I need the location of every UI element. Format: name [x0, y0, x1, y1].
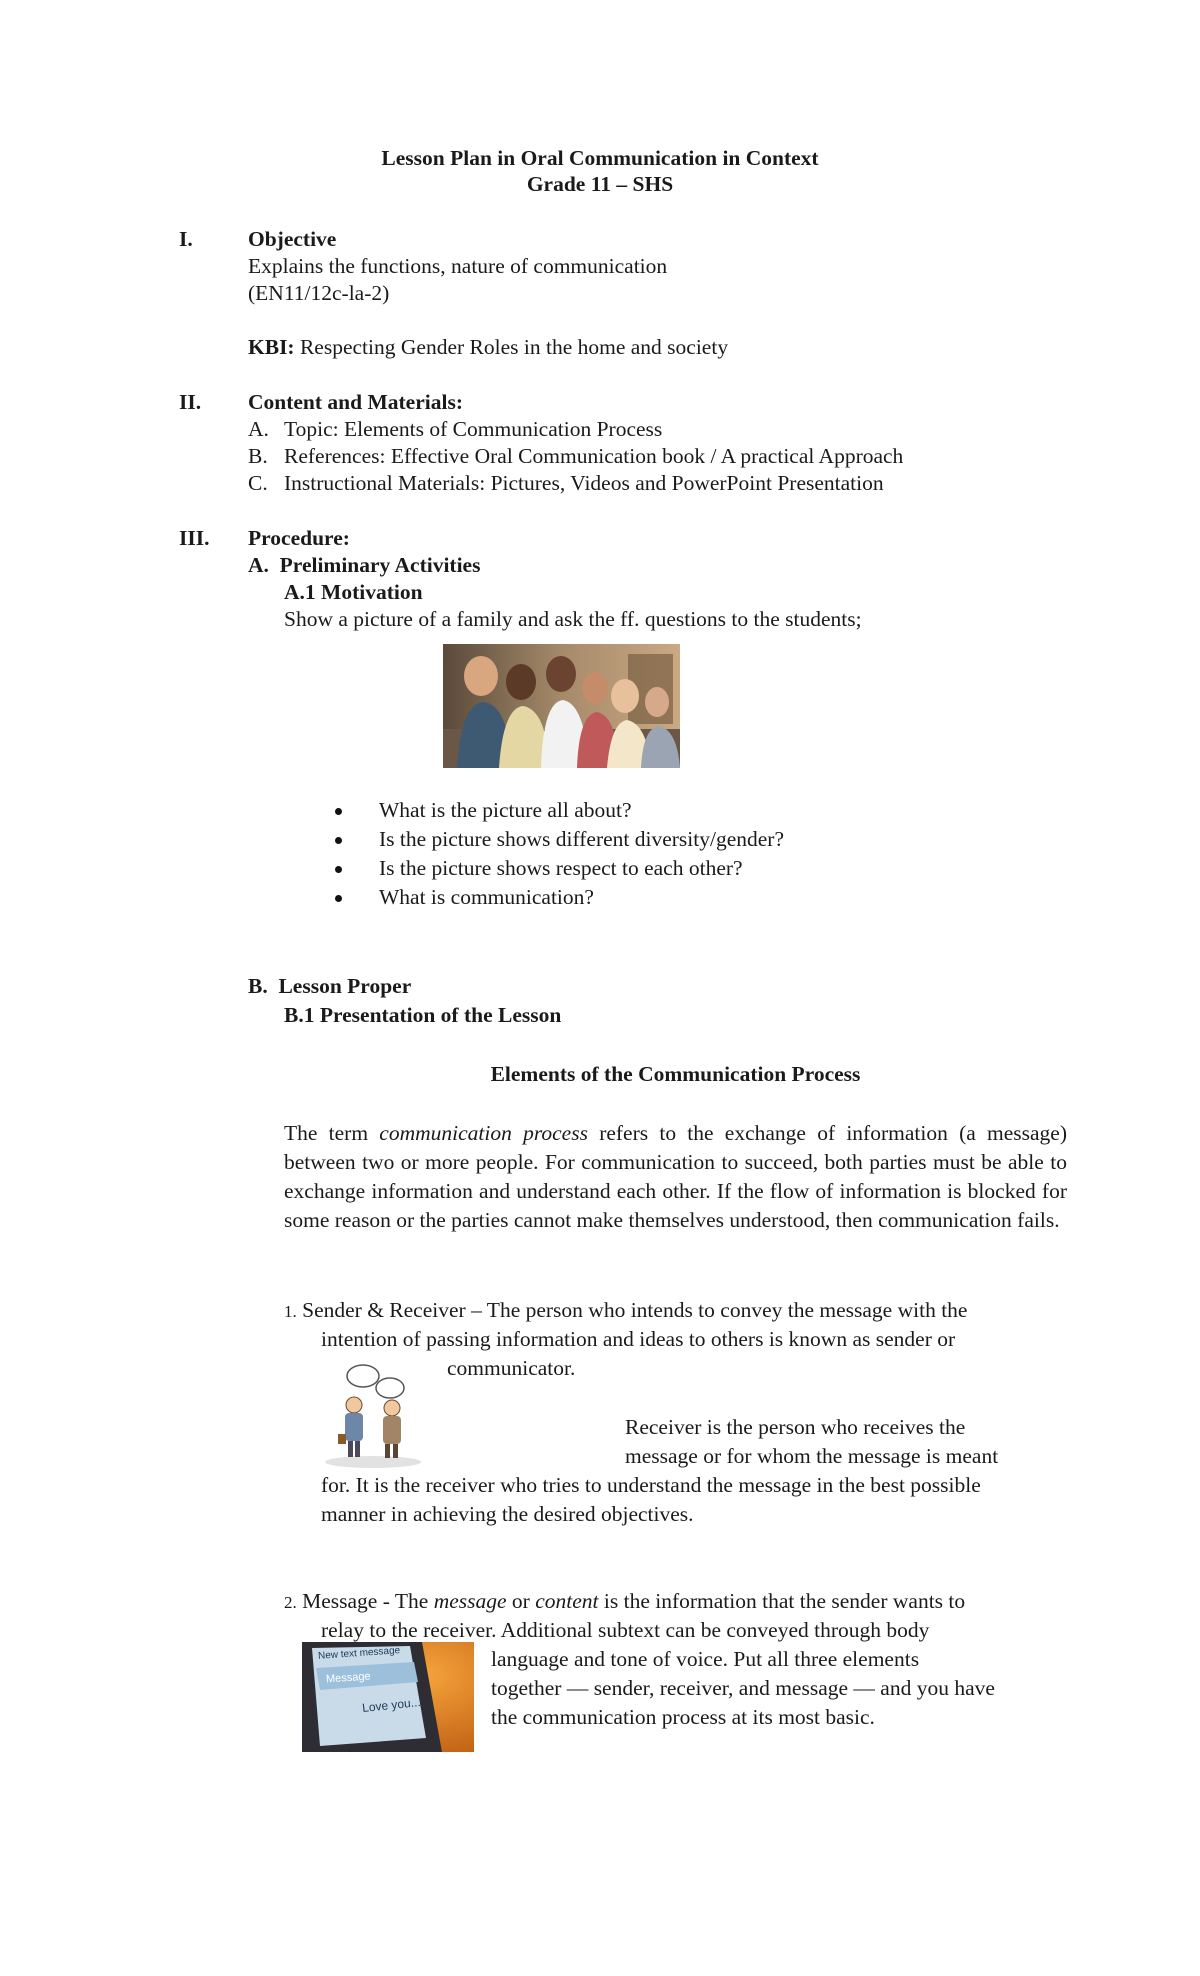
- objective-code: (EN11/12c-la-2): [248, 281, 390, 305]
- content-item-c-text: Instructional Materials: Pictures, Videos and PowerPoint Presentation: [284, 471, 884, 495]
- intro-text-rest: refers to the exchange of information (a message) between two or more people. For communication to succeed, both parties must be able to exchange information and understand each other. If the flow of information is blocked for some reason or the parties cannot make themselves understood, then communication fails.: [284, 1121, 1067, 1232]
- document-subtitle: Grade 11 – SHS: [526, 172, 674, 196]
- item-2-line-5: the communication process at its most basic.: [491, 1705, 875, 1729]
- section-1-numeral: I.: [179, 227, 193, 251]
- presentation-heading: B.1 Presentation of the Lesson: [284, 1003, 562, 1027]
- bullet-icon: [335, 837, 342, 844]
- item-2-line-3: language and tone of voice. Put all three elements: [491, 1647, 920, 1671]
- bullet-icon: [335, 895, 342, 902]
- item-2-term-content: content: [535, 1589, 599, 1613]
- objective-text: Explains the functions, nature of communication: [248, 254, 668, 278]
- item-2-line-4: together — sender, receiver, and message — and you have: [491, 1676, 995, 1700]
- content-item-a-letter: A.: [248, 417, 269, 441]
- kbi-text: Respecting Gender Roles in the home and society: [294, 335, 729, 359]
- content-item-b-letter: B.: [248, 444, 268, 468]
- bullet-icon: [335, 866, 342, 873]
- section-1-heading: Objective: [248, 227, 337, 251]
- preliminary-activities-heading: A. Preliminary Activities: [248, 553, 481, 577]
- item-2-text-end: is the information that the sender wants to: [598, 1589, 966, 1613]
- item-1-number: 1.: [284, 1302, 297, 1321]
- phone-love-you-text: Love you...: [361, 1694, 422, 1716]
- family-photo-graphic: [443, 644, 680, 768]
- family-photo: [443, 644, 680, 768]
- intro-paragraph: [284, 1119, 1067, 1235]
- section-3-heading: Procedure:: [248, 526, 350, 550]
- item-2-line-1: [284, 1587, 1067, 1617]
- sender-receiver-clipart: [318, 1362, 428, 1470]
- kbi-label: KBI:: [248, 335, 295, 359]
- content-item-a-text: Topic: Elements of Communication Process: [284, 417, 663, 441]
- item-1-text: Sender & Receiver – The person who intends to convey the message with the: [296, 1298, 968, 1322]
- question-text: What is the picture all about?: [379, 798, 632, 822]
- item-1-line-3: communicator.: [447, 1356, 576, 1380]
- receiver-line-3: for. It is the receiver who tries to understand the message in the best possible: [321, 1473, 981, 1497]
- phone-message-photo: [302, 1642, 474, 1752]
- question-text: Is the picture shows different diversity/gender?: [379, 827, 784, 851]
- content-item-c-letter: C.: [248, 471, 268, 495]
- content-item-b-text: References: Effective Oral Communication book / A practical Approach: [284, 444, 904, 468]
- intro-text-start: The term: [284, 1121, 380, 1145]
- item-2-number: 2.: [284, 1593, 297, 1612]
- kbi-line: [248, 333, 728, 362]
- people-talking-icon: [318, 1362, 428, 1470]
- phone-new-message-label: New text message: [317, 1645, 401, 1662]
- item-2-text-mid: or: [506, 1589, 536, 1613]
- receiver-line-2: message or for whom the message is meant: [625, 1444, 999, 1468]
- item-2-line-2: relay to the receiver. Additional subtext can be conveyed through body: [321, 1618, 930, 1642]
- phone-message-label: Message: [325, 1670, 372, 1686]
- bullet-icon: [335, 808, 342, 815]
- receiver-line-4: manner in achieving the desired objectives.: [321, 1502, 694, 1526]
- question-text: Is the picture shows respect to each other?: [379, 856, 743, 880]
- lesson-title: Elements of the Communication Process: [490, 1062, 861, 1086]
- document-title: Lesson Plan in Oral Communication in Context: [381, 146, 819, 170]
- item-1-line-2: intention of passing information and ideas to others is known as sender or: [321, 1327, 956, 1351]
- section-2-heading: Content and Materials:: [248, 390, 463, 414]
- question-text: What is communication?: [379, 885, 594, 909]
- section-2-numeral: II.: [179, 390, 202, 414]
- intro-term: communication process: [379, 1121, 588, 1145]
- receiver-line-1: Receiver is the person who receives the: [625, 1415, 966, 1439]
- item-1-line-1: [284, 1296, 1067, 1326]
- lesson-proper-heading: B. Lesson Proper: [248, 974, 412, 998]
- motivation-text: Show a picture of a family and ask the ff. questions to the students;: [284, 607, 862, 631]
- item-2-text-start: Message - The: [296, 1589, 434, 1613]
- section-3-numeral: III.: [179, 526, 210, 550]
- motivation-heading: A.1 Motivation: [284, 580, 423, 604]
- item-2-term-message: message: [433, 1589, 507, 1613]
